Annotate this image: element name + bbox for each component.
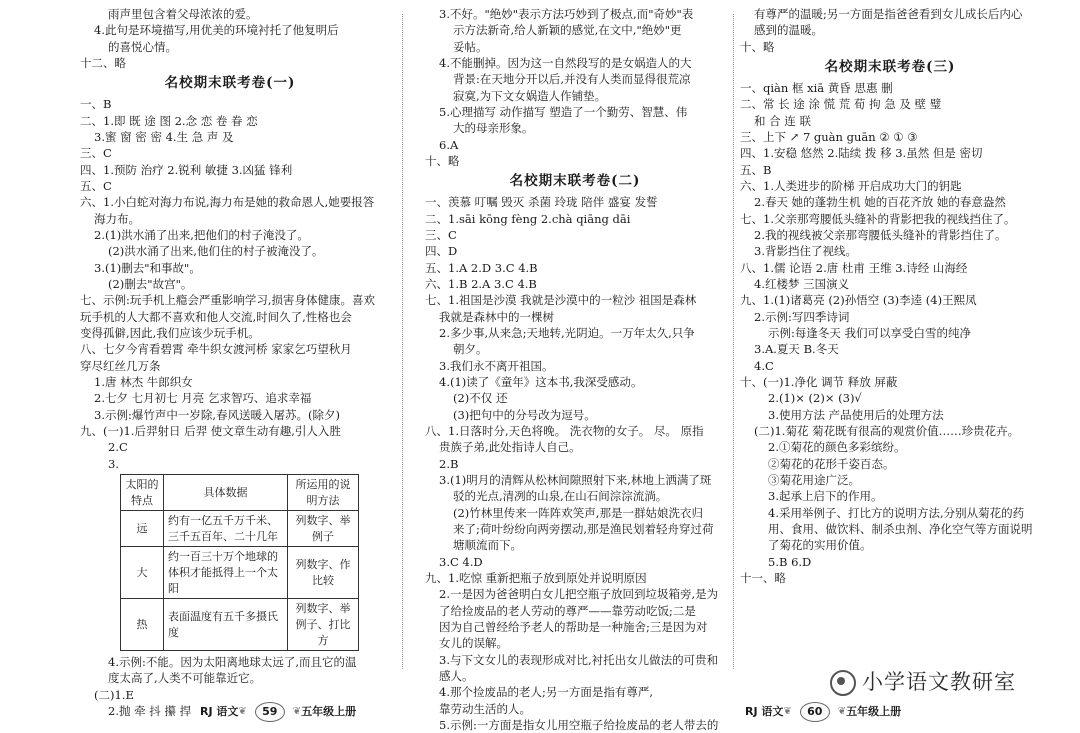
table-cell: 列数字、作比较 — [288, 547, 359, 599]
answer-line: 3.不好。"绝妙"表示方法巧妙到了极点,而"奇妙"表 — [439, 7, 694, 21]
answer-line: (3)把句中的分号改为逗号。 — [453, 407, 596, 422]
footer-brand: RJ 语文 — [200, 705, 239, 719]
answer-line: 2.多少事,从来急;天地转,光阴迫。一万年太久,只争 — [439, 326, 695, 341]
page-footer-right — [745, 700, 901, 724]
answer-line: (2)洪水涌了出来,他们住的村子被淹没了。 — [108, 244, 324, 259]
page-footer-left — [200, 700, 356, 724]
leaf-decoration-icon: ❦ — [292, 705, 302, 717]
answer-line: 八、1.日落时分,天色将晚。 洗衣物的女子。 尽。 原指 — [425, 424, 704, 439]
footer-grade: 五年级上册 — [846, 705, 902, 719]
answer-line: 六、1.小白蛇对海力布说,海力布是她的救命恩人,她要报答 — [80, 195, 375, 210]
answer-line: 5.B 6.D — [768, 554, 812, 569]
answer-line: 2.示例:写四季诗词 — [754, 309, 850, 324]
answer-line: 示方法新奇,给人新颖的感觉,在文中,"绝妙"更 — [453, 23, 682, 38]
table-cell: 大 — [121, 547, 164, 599]
answer-line: 大的母亲形象。 — [453, 121, 534, 136]
answer-line: 七、1.父亲那弯腰低头缝补的背影把我的视线挡住了。 — [740, 211, 1016, 226]
answer-line: 4.红楼梦 三国演义 — [754, 277, 850, 292]
answer-line: 六、1.B 2.A 3.C 4.B — [425, 277, 537, 292]
answer-line: 3.(1)明月的清辉从松林间隙照射下来,林地上洒满了斑 — [439, 473, 712, 488]
footer-grade: 五年级上册 — [301, 705, 357, 719]
answer-line: (二)1.菊花 菊花既有很高的观赏价值……珍贵花卉。 — [754, 424, 1020, 439]
answer-line: 4.不能删掉。因为这一自然段写的是女娲造人的大 — [439, 55, 692, 70]
answer-line: ③菊花用途广泛。 — [768, 473, 860, 488]
answer-line: 用、食用、做饮料、制杀虫剂、净化空气等方面说明 — [768, 522, 1033, 536]
answer-line: 3.示例:爆竹声中一岁除,春风送暖入屠苏。(除夕) — [94, 407, 340, 422]
table-cell: 远 — [121, 511, 164, 547]
answer-line: 6.A — [439, 137, 459, 152]
answer-line: 3.(1)删去"和事故"。 — [94, 260, 201, 275]
answer-line: 十、略 — [740, 39, 775, 54]
answer-line: 三、C — [80, 146, 112, 161]
answer-line: 三、上下 ↗ 7 guàn guān ② ① ③ — [740, 130, 918, 145]
answer-line: 变得孤僻,因此,我们应该少玩手机。 — [80, 326, 260, 341]
answer-line: 十一、略 — [740, 570, 786, 585]
answer-line: (2)删去"故宫"。 — [108, 277, 193, 292]
answer-line: 3. — [108, 456, 119, 471]
answer-line: 2.七夕 七月初七 月亮 乞求智巧、追求幸福 — [94, 391, 312, 406]
answer-line: 4.C — [754, 358, 774, 373]
answer-line: 和 合 连 联 — [754, 113, 811, 128]
answer-line: 四、1.预防 治疗 2.锐利 敏捷 3.凶猛 锋利 — [80, 162, 293, 177]
answer-line: 二、常 长 途 涂 慌 荒 荀 拘 急 及 壁 璧 — [740, 97, 942, 112]
answer-line: 八、七夕今宵看碧霄 牵牛织女渡河桥 家家乞巧望秋月 — [80, 342, 352, 357]
table-header: 太阳的特点 — [121, 475, 164, 511]
answer-line: 4.示例:不能。因为太阳离地球太远了,而且它的温 — [108, 655, 357, 670]
answer-line: 4.采用举例子、打比方的说明方法,分别从菊花的药 — [768, 505, 1025, 520]
answer-line: (二)1.E — [94, 687, 134, 702]
answer-line: 十、(一)1.净化 调节 释放 屏蔽 — [740, 375, 898, 390]
answer-line: 二、1.即 既 途 图 2.念 恋 卷 眷 恋 — [80, 113, 258, 128]
answer-line: 3.与下文女儿的表现形成对比,衬托出女儿做法的可贵和 — [439, 652, 719, 667]
answer-line: 贵族子弟,此处指诗人自己。 — [439, 440, 581, 455]
answer-line: 九、(一)1.后羿射日 后羿 使文章生动有趣,引人入胜 — [80, 424, 341, 439]
page-number: 59 — [255, 702, 285, 722]
answer-line: 穿尽红丝几万条 — [80, 358, 161, 373]
answer-line: 3.C 4.D — [439, 554, 483, 569]
answer-line: 来了;荷叶纷纷向两旁摆动,那是渔民划着轻舟穿过荷 — [453, 522, 714, 536]
answer-line: 示例:每逢冬天 我们可以享受白雪的纯净 — [768, 326, 972, 341]
answer-line: 2.一是因为爸爸明白女儿把空瓶子放回到垃圾箱旁,是为 — [439, 587, 719, 602]
answer-line: ②菊花的花形千姿百态。 — [768, 456, 895, 471]
answer-line: 2.(1)洪水涌了出来,把他们的村子淹没了。 — [94, 228, 309, 243]
table-cell: 列数字、举例子、打比方 — [288, 599, 359, 651]
answer-line: 2.抛 牵 抖 攥 捍 — [108, 704, 192, 719]
answer-line: 5.示例:一方面是指女儿用空瓶子给捡废品的老人带去的 — [439, 717, 719, 732]
answer-line: 塘顺流而下。 — [453, 538, 522, 553]
answer-line: 五、B — [740, 162, 772, 177]
table-cell: 约一百三十万个地球的体积才能抵得上一个太阳 — [164, 547, 288, 599]
answer-line: 3.A.夏天 B.冬天 — [754, 342, 839, 357]
answer-line: 海力布。 — [94, 211, 140, 226]
leaf-decoration-icon: ❦ — [238, 705, 247, 717]
answer-line: (2)不仅 还 — [453, 391, 508, 406]
answer-line: 度太高了,人类不可能靠近它。 — [108, 671, 262, 686]
answer-line: 七、示例:玩手机上瘾会严重影响学习,损害身体健康。喜欢 — [80, 293, 376, 308]
answer-line: 八、1.儒 论语 2.唐 杜甫 王维 3.诗经 山海经 — [740, 260, 968, 275]
answer-line: 二、1.sāi kōng fèng 2.chà qiāng dāi — [425, 211, 631, 226]
answer-line: 一、qiàn 框 xiā 黄昏 思惠 删 — [740, 81, 893, 96]
answer-line: 妥帖。 — [453, 39, 488, 54]
answer-line: 感到的温暖。 — [754, 23, 823, 38]
answer-line: 我就是森林中的一棵树 — [439, 309, 554, 324]
answer-line: 3.背影挡住了视线。 — [754, 244, 857, 259]
channel-logo-icon — [830, 670, 856, 696]
answer-column-2 — [425, 6, 725, 733]
answer-line: 因为自己曾经给予老人的帮助是一种施舍;三是因为对 — [439, 619, 708, 634]
answer-line: 1.唐 林杰 牛郎织女 — [94, 375, 193, 390]
answer-line: 背景:在天地分开以后,并没有人类而显得很荒凉 — [453, 72, 691, 87]
answer-line: 2.C — [108, 440, 128, 455]
footer-brand: RJ 语文 — [745, 705, 784, 719]
answer-line: 4.那个捡废品的老人;另一方面是指有尊严, — [439, 685, 654, 700]
watermark-text: 小学语文教研室 — [862, 670, 1016, 694]
leaf-decoration-icon: ❦ — [783, 705, 792, 717]
answer-line: 3.使用方法 产品使用后的处理方法 — [768, 407, 944, 422]
page-number: 60 — [800, 702, 830, 722]
answer-line: 了给捡废品的老人劳动的尊严——靠劳动吃饭;二是 — [439, 603, 696, 618]
answer-line: 4.(1)读了《童年》这本书,我深受感动。 — [439, 375, 643, 390]
channel-watermark — [830, 668, 1016, 698]
answer-line: 六、1.人类进步的阶梯 开启成功大门的钥匙 — [740, 179, 962, 194]
answer-line: 九、1.(1)诸葛亮 (2)孙悟空 (3)李逵 (4)王熙凤 — [740, 293, 977, 308]
answer-line: 四、D — [425, 244, 458, 259]
exam-title-3: 名校期末联考卷(三) — [824, 58, 956, 75]
answer-line: 5.心理描写 动作描写 塑造了一个勤劳、智慧、伟 — [439, 104, 688, 119]
answer-line: 2.我的视线被父亲那弯腰低头缝补的背影挡住了。 — [754, 228, 1007, 243]
answer-line: 五、C — [80, 179, 112, 194]
table-cell: 约有一亿五千万千米、三千五百年、二十几年 — [164, 511, 288, 547]
answer-line: 有尊严的温暖;另一方面是指爸爸看到女儿成长后内心 — [754, 7, 1023, 21]
answer-line: 4.此句是环境描写,用优美的环境衬托了他复明后 — [94, 23, 339, 38]
answer-line: 3.蜜 窗 密 密 4.生 急 声 及 — [94, 130, 234, 145]
table-cell: 热 — [121, 599, 164, 651]
answer-line: 一、羡慕 叮嘱 毁灭 杀菌 玲珑 陪伴 盛宴 发誓 — [425, 195, 658, 210]
column-divider-left — [402, 14, 403, 669]
answer-line: 3.我们永不离开祖国。 — [439, 358, 554, 373]
table-cell: 列数字、举例子 — [288, 511, 359, 547]
answer-line: 九、1.吃惊 重新把瓶子放到原处并说明原因 — [425, 570, 647, 585]
exam-title-2: 名校期末联考卷(二) — [509, 173, 641, 190]
answer-line: 的喜悦心情。 — [108, 39, 177, 54]
answer-line: 了菊花的实用价值。 — [768, 538, 872, 553]
answer-line: 十、略 — [425, 153, 460, 168]
answer-line: 女儿的误解。 — [439, 636, 508, 651]
table-header: 所运用的说明方法 — [288, 475, 359, 511]
exam-title-1: 名校期末联考卷(一) — [164, 75, 296, 92]
answer-line: 感人。 — [439, 668, 474, 683]
answer-line: 2.①菊花的颜色多彩缤纷。 — [768, 440, 906, 455]
answer-line: 雨声里包含着父母浓浓的爱。 — [108, 7, 258, 21]
leaf-decoration-icon: ❦ — [837, 705, 847, 717]
table-cell: 表面温度有五千多摄氏度 — [164, 599, 288, 651]
answer-line: 五、1.A 2.D 3.C 4.B — [425, 260, 538, 275]
answer-line: 朝夕。 — [453, 342, 488, 357]
sun-features-table — [120, 474, 359, 651]
answer-column-1 — [80, 6, 380, 719]
answer-line: 2.(1)× (2)× (3)√ — [768, 391, 862, 406]
answer-line: 七、1.祖国是沙漠 我就是沙漠中的一粒沙 祖国是森林 — [425, 293, 697, 308]
answer-line: (2)竹林里传来一阵阵欢笑声,那是一群姑娘洗衣归 — [453, 505, 703, 520]
answer-column-3 — [740, 6, 1040, 586]
answer-line: 一、B — [80, 97, 112, 112]
answer-line: 四、1.安稳 悠然 2.陆续 拨 移 3.虽然 但是 密切 — [740, 146, 983, 161]
answer-line: 2.春天 她的蓬勃生机 她的百花齐放 她的春意盎然 — [754, 195, 1006, 210]
table-header: 具体数据 — [164, 475, 288, 511]
answer-line: 十二、略 — [80, 55, 126, 70]
answer-line: 三、C — [425, 228, 457, 243]
answer-line: 3.起承上启下的作用。 — [768, 489, 883, 504]
answer-line: 玩手机的人大都不喜欢和他人交流,时间久了,性格也会 — [80, 309, 352, 324]
answer-line: 驳的光点,清冽的山泉,在山石间淙淙流淌。 — [453, 489, 668, 504]
answer-line: 靠劳动生活的人。 — [439, 701, 531, 716]
answer-line: 2.B — [439, 456, 459, 471]
answer-line: 寂寞,为下文女娲造人作铺垫。 — [453, 88, 607, 103]
column-divider-right — [733, 14, 734, 669]
